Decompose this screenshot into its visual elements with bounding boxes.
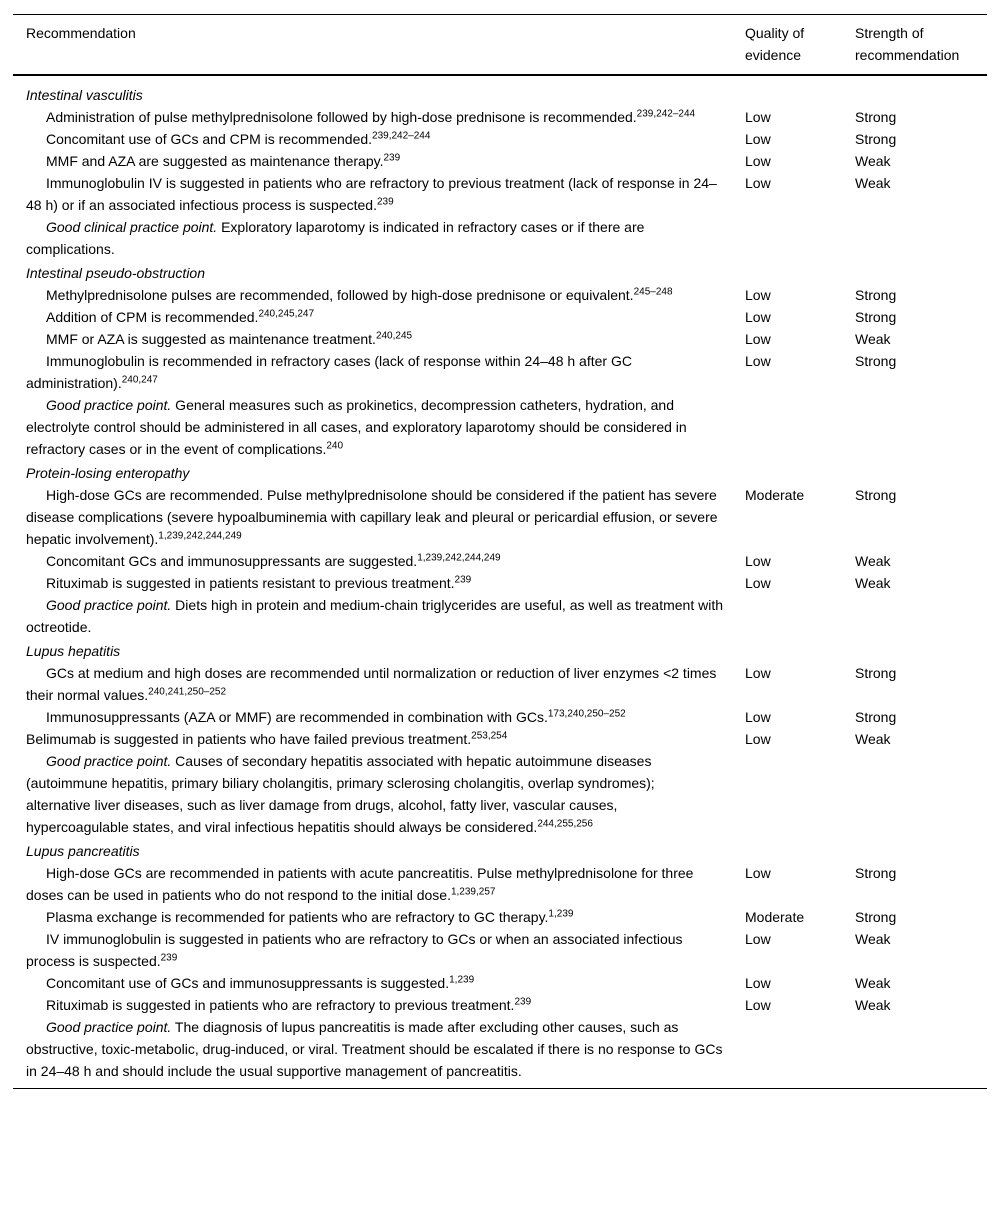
reference-superscript: 240,247 [121,374,158,386]
table-row [13,328,987,350]
reference-superscript: 239,242–244 [636,108,696,120]
quality-of-evidence-cell: Low [745,709,771,725]
strength-of-recommendation-cell: Strong [855,287,897,303]
practice-point-lead: Good practice point. [46,753,172,769]
strength-of-recommendation-cell: Strong [855,665,897,681]
table-header-row [13,15,987,74]
recommendation-cell: High-dose GCs are recommended in patients with acute pancreatitis. Pulse methylprednisolone for three doses can be used in patients who do not respond to the initial dose.$^{1,239,257}$ [26,865,694,903]
table-row [13,706,987,728]
quality-of-evidence-cell: Low [745,309,771,325]
table-row [13,306,987,328]
reference-superscript: 1,239 [449,974,475,986]
table-row [13,572,987,594]
quality-of-evidence-cell: Low [745,331,771,347]
reference-superscript: 253,254 [471,730,508,742]
quality-of-evidence-cell: Moderate [745,909,805,925]
table-row [13,906,987,928]
table-row [13,728,987,750]
strength-of-recommendation-cell [855,594,974,638]
reference-superscript: 1,239 [548,908,574,920]
quality-of-evidence-cell: Low [745,731,771,747]
quality-of-evidence-cell [745,1016,855,1082]
header-strength-of-recommendation: Strength of recommendation [855,25,960,63]
table-row [13,284,987,306]
table-row [13,972,987,994]
table-row [13,550,987,572]
table-row [13,750,987,838]
quality-of-evidence-cell [745,394,855,460]
table-row [13,484,987,550]
table-bottom-rule [13,1088,987,1089]
practice-point-lead: Good clinical practice point. [46,219,218,235]
quality-of-evidence-cell: Low [745,975,771,991]
reference-superscript: 239 [383,152,401,164]
strength-of-recommendation-cell: Weak [855,175,891,191]
strength-of-recommendation-cell: Weak [855,931,891,947]
reference-superscript: 240,241,250–252 [148,686,227,698]
quality-of-evidence-cell: Low [745,997,771,1013]
quality-of-evidence-cell: Low [745,665,771,681]
table-row [13,1016,987,1082]
section-title: Protein-losing enteropathy [26,465,190,481]
quality-of-evidence-cell: Low [745,153,771,169]
quality-of-evidence-cell: Low [745,131,771,147]
reference-superscript: 1,239,242,244,249 [158,530,242,542]
reference-superscript: 245–248 [633,286,673,298]
reference-superscript: 239 [514,996,532,1008]
reference-superscript: 240,245 [375,330,413,342]
strength-of-recommendation-cell: Strong [855,709,897,725]
strength-of-recommendation-cell: Strong [855,865,897,881]
recommendation-cell: Administration of pulse methylprednisolone followed by high-dose prednisone is recommended.$^{239,242-244}$ [46,108,696,125]
recommendation-cell: Immunoglobulin IV is suggested in patients who are refractory to previous treatment (lack of response in 24–48 h) or if an associated infectious process is suspected.$^{239}$ [26,175,717,213]
recommendation-cell: Plasma exchange is recommended for patients who are refractory to GC therapy.$^{1,239}$ [46,908,574,925]
practice-point-lead: Good practice point. [46,597,172,613]
quality-of-evidence-cell [745,594,855,638]
reference-superscript: 240,245,247 [258,308,315,320]
section-title: Intestinal pseudo-obstruction [26,265,205,281]
quality-of-evidence-cell [745,750,855,838]
quality-of-evidence-cell: Low [745,175,771,191]
strength-of-recommendation-cell: Strong [855,487,897,503]
recommendation-cell: Immunosuppressants (AZA or MMF) are recommended in combination with GCs.$^{173,240,250-252}$ [46,708,626,725]
header-recommendation: Recommendation [26,25,136,41]
strength-of-recommendation-cell: Weak [855,153,891,169]
section-title: Intestinal vasculitis [26,87,143,103]
table-row [13,106,987,128]
table-row [13,150,987,172]
table-row [13,350,987,394]
recommendation-cell: Belimumab is suggested in patients who have failed previous treatment.$^{253,254}$ [26,730,508,747]
quality-of-evidence-cell: Low [745,931,771,947]
table-row [13,862,987,906]
reference-superscript: 244,255,256 [537,818,593,830]
strength-of-recommendation-cell: Strong [855,309,897,325]
strength-of-recommendation-cell: Weak [855,975,891,991]
table-row [13,394,987,460]
quality-of-evidence-cell: Low [745,575,771,591]
reference-superscript: 239 [454,574,472,586]
recommendation-cell: Immunoglobulin is recommended in refractory cases (lack of response within 24–48 h after GC administration).$^{240,247}$ [26,353,632,391]
recommendation-cell: Good practice point. Diets high in protein and medium-chain triglycerides are useful, as well as treatment with octreotide. [26,597,723,635]
table-row [13,928,987,972]
header-quality-of-evidence: Quality of evidence [745,25,805,63]
recommendation-cell: Concomitant GCs and immunosuppressants are suggested.$^{1,239,242,244,249}$ [46,552,501,569]
strength-of-recommendation-cell [855,216,974,260]
practice-point-lead: Good practice point. [46,1019,172,1035]
reference-superscript: 239 [376,196,394,208]
recommendation-cell: High-dose GCs are recommended. Pulse methylprednisolone should be considered if the patient has severe disease complications (severe hypoalbuminemia with capillary leak and pleural or pericardial effusion, or severe hepatic involvement).$^{1,239,242,244,249}$ [26,487,718,547]
quality-of-evidence-cell: Low [745,287,771,303]
reference-superscript: 1,239,242,244,249 [417,552,501,564]
recommendation-cell: MMF and AZA are suggested as maintenance therapy.$^{239}$ [46,152,401,169]
strength-of-recommendation-cell [855,750,974,838]
strength-of-recommendation-cell: Weak [855,331,891,347]
recommendation-cell: Rituximab is suggested in patients who are refractory to previous treatment.$^{239}$ [46,996,532,1013]
quality-of-evidence-cell [745,216,855,260]
strength-of-recommendation-cell [855,1016,974,1082]
reference-superscript: 1,239,257 [450,886,496,898]
reference-superscript: 239,242–244 [372,130,431,142]
table-row [13,128,987,150]
strength-of-recommendation-cell: Weak [855,553,891,569]
strength-of-recommendation-cell: Weak [855,575,891,591]
section-title: Lupus hepatitis [26,643,121,659]
recommendation-cell: Methylprednisolone pulses are recommended, followed by high-dose prednisone or equivalent.$^{245-248}$ [46,286,673,303]
strength-of-recommendation-cell: Strong [855,353,897,369]
strength-of-recommendation-cell: Weak [855,997,891,1013]
recommendation-cell: Good clinical practice point. Exploratory laparotomy is indicated in refractory cases or if there are complications. [26,219,645,257]
recommendation-cell: IV immunoglobulin is suggested in patients who are refractory to GCs or when an associated infectious process is suspected.$^{239}$ [26,931,683,969]
recommendation-cell: Good practice point. The diagnosis of lupus pancreatitis is made after excluding other causes, such as obstructive, toxic-metabolic, drug-induced, or viral. Treatment should be escalated if there is no response to GCs in 24–48 h and should include the usual supportive management of pancreatitis. [26,1019,723,1079]
recommendation-cell: MMF or AZA is suggested as maintenance treatment.$^{240,245}$ [46,330,413,347]
quality-of-evidence-cell: Low [745,865,771,881]
reference-superscript: 240 [326,440,344,452]
quality-of-evidence-cell: Low [745,553,771,569]
section-title: Lupus pancreatitis [26,843,140,859]
strength-of-recommendation-cell: Strong [855,109,897,125]
reference-superscript: 239 [160,952,178,964]
strength-of-recommendation-cell: Strong [855,909,897,925]
quality-of-evidence-cell: Low [745,353,771,369]
recommendation-cell: Good practice point. General measures such as prokinetics, decompression catheters, hydration, and electrolyte control should be administered in all cases, and exploratory laparotomy should be considered in refractory cases or in the event of complications.$^{240}$ [26,397,687,457]
quality-of-evidence-cell: Low [745,109,771,125]
practice-point-lead: Good practice point. [46,397,172,413]
table-row [13,216,987,260]
recommendation-cell: Addition of CPM is recommended.$^{240,245,247}$ [46,308,315,325]
table-row [13,172,987,216]
recommendation-cell: GCs at medium and high doses are recommended until normalization or reduction of liver enzymes <2 times their normal values.$^{240,241,250-252}$ [26,665,717,703]
reference-superscript: 173,240,250–252 [547,708,626,720]
table-row [13,594,987,638]
recommendation-cell: Good practice point. Causes of secondary hepatitis associated with hepatic autoimmune diseases (autoimmune hepatitis, primary biliary cholangitis, primary sclerosing cholangitis, overlap syndromes); alternative liver diseases, such as liver damage from drugs, alcohol, fatty liver, vascular causes, hypercoagulable states, and viral infectious hepatitis should always be considered.$^{244,255,256}$ [26,753,655,835]
strength-of-recommendation-cell [855,394,974,460]
quality-of-evidence-cell: Moderate [745,487,805,503]
strength-of-recommendation-cell: Strong [855,131,897,147]
table-row [13,994,987,1016]
recommendation-cell: Concomitant use of GCs and immunosuppressants is suggested.$^{1,239}$ [46,974,475,991]
table-row [13,662,987,706]
table-body [13,76,987,1088]
strength-of-recommendation-cell: Weak [855,731,891,747]
recommendation-cell: Rituximab is suggested in patients resistant to previous treatment.$^{239}$ [46,574,472,591]
recommendation-cell: Concomitant use of GCs and CPM is recommended.$^{239,242-244}$ [46,130,431,147]
